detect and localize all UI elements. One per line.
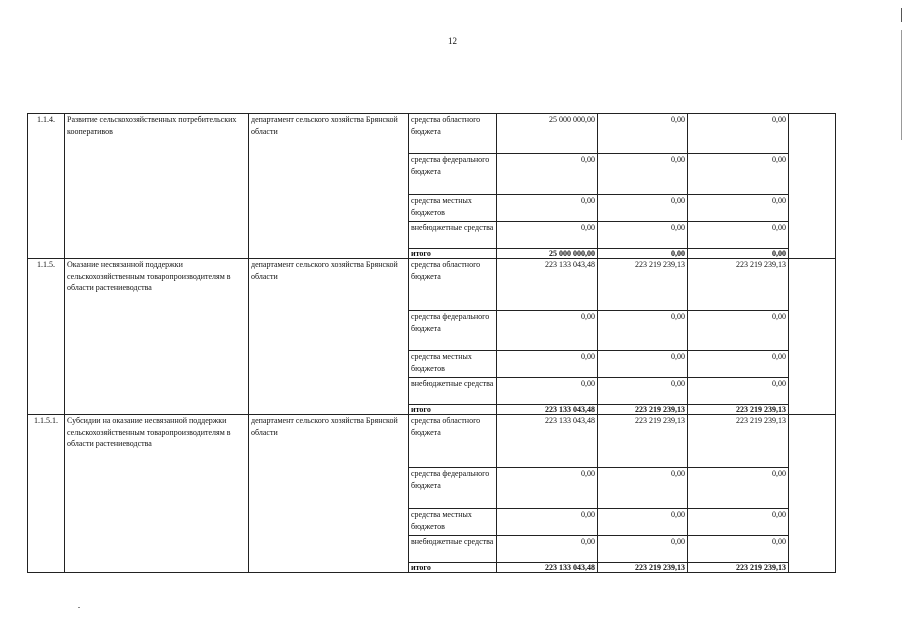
amount-year-3: 0,00: [688, 351, 789, 378]
funding-source: средства областного бюджета: [409, 114, 497, 154]
section-code: 1.1.4.: [28, 114, 65, 259]
amount-year-1: 0,00: [497, 509, 598, 536]
scan-edge-mark: [901, 8, 902, 22]
total-label: итого: [409, 405, 497, 415]
funding-source: средства федерального бюджета: [409, 468, 497, 509]
amount-year-3: 0,00: [688, 311, 789, 351]
amount-year-2: 0,00: [598, 509, 688, 536]
section-title: Развитие сельскохозяйственных потребительских кооперативов: [65, 114, 249, 259]
funding-source: средства федерального бюджета: [409, 154, 497, 195]
section-executor: департамент сельского хозяйства Брянской области: [249, 259, 409, 415]
funding-source: средства местных бюджетов: [409, 351, 497, 378]
section-title: Субсидии на оказание несвязанной поддержки сельскохозяйственным товаропроизводителям в области растениеводства: [65, 415, 249, 573]
section-code: 1.1.5.1.: [28, 415, 65, 573]
total-year-2: 223 219 239,13: [598, 405, 688, 415]
empty-cell: [789, 415, 836, 573]
total-label: итого: [409, 249, 497, 259]
funding-source: внебюджетные средства: [409, 222, 497, 249]
funding-source: средства федерального бюджета: [409, 311, 497, 351]
total-year-2: 223 219 239,13: [598, 563, 688, 573]
amount-year-3: 0,00: [688, 222, 789, 249]
funding-source: средства областного бюджета: [409, 415, 497, 468]
amount-year-3: 0,00: [688, 114, 789, 154]
amount-year-2: 0,00: [598, 536, 688, 563]
section-executor: департамент сельского хозяйства Брянской области: [249, 415, 409, 573]
scan-edge-shadow: [901, 30, 902, 140]
amount-year-1: 223 133 043,48: [497, 259, 598, 311]
table-row: [28, 415, 836, 468]
section-executor: департамент сельского хозяйства Брянской области: [249, 114, 409, 259]
funding-source: средства областного бюджета: [409, 259, 497, 311]
empty-cell: [789, 259, 836, 415]
amount-year-2: 0,00: [598, 311, 688, 351]
amount-year-3: 0,00: [688, 195, 789, 222]
amount-year-3: 0,00: [688, 154, 789, 195]
amount-year-2: 0,00: [598, 222, 688, 249]
amount-year-3: 0,00: [688, 509, 789, 536]
amount-year-1: 0,00: [497, 468, 598, 509]
amount-year-2: 223 219 239,13: [598, 415, 688, 468]
total-year-3: 0,00: [688, 249, 789, 259]
funding-source: средства местных бюджетов: [409, 195, 497, 222]
amount-year-2: 0,00: [598, 378, 688, 405]
amount-year-2: 0,00: [598, 351, 688, 378]
total-label: итого: [409, 563, 497, 573]
funding-source: внебюджетные средства: [409, 378, 497, 405]
amount-year-3: 223 219 239,13: [688, 259, 789, 311]
amount-year-2: 0,00: [598, 154, 688, 195]
total-year-1: 25 000 000,00: [497, 249, 598, 259]
amount-year-2: 223 219 239,13: [598, 259, 688, 311]
amount-year-1: 0,00: [497, 311, 598, 351]
amount-year-2: 0,00: [598, 114, 688, 154]
budget-table: [27, 113, 836, 573]
scan-dot: [78, 607, 80, 608]
table-row: [28, 114, 836, 154]
amount-year-1: 0,00: [497, 351, 598, 378]
amount-year-3: 0,00: [688, 536, 789, 563]
amount-year-2: 0,00: [598, 195, 688, 222]
total-year-1: 223 133 043,48: [497, 563, 598, 573]
amount-year-3: 0,00: [688, 378, 789, 405]
amount-year-1: 0,00: [497, 195, 598, 222]
amount-year-2: 0,00: [598, 468, 688, 509]
amount-year-1: 0,00: [497, 378, 598, 405]
empty-cell: [789, 114, 836, 259]
total-year-2: 0,00: [598, 249, 688, 259]
amount-year-3: 0,00: [688, 468, 789, 509]
funding-source: средства местных бюджетов: [409, 509, 497, 536]
table-row: [28, 259, 836, 311]
amount-year-1: 223 133 043,48: [497, 415, 598, 468]
amount-year-3: 223 219 239,13: [688, 415, 789, 468]
total-year-3: 223 219 239,13: [688, 405, 789, 415]
total-year-3: 223 219 239,13: [688, 563, 789, 573]
amount-year-1: 0,00: [497, 222, 598, 249]
amount-year-1: 0,00: [497, 536, 598, 563]
amount-year-1: 0,00: [497, 154, 598, 195]
page-number: 12: [448, 36, 457, 46]
section-code: 1.1.5.: [28, 259, 65, 415]
amount-year-1: 25 000 000,00: [497, 114, 598, 154]
funding-source: внебюджетные средства: [409, 536, 497, 563]
total-year-1: 223 133 043,48: [497, 405, 598, 415]
section-title: Оказание несвязанной поддержки сельскохозяйственным товаропроизводителям в области растениеводства: [65, 259, 249, 415]
